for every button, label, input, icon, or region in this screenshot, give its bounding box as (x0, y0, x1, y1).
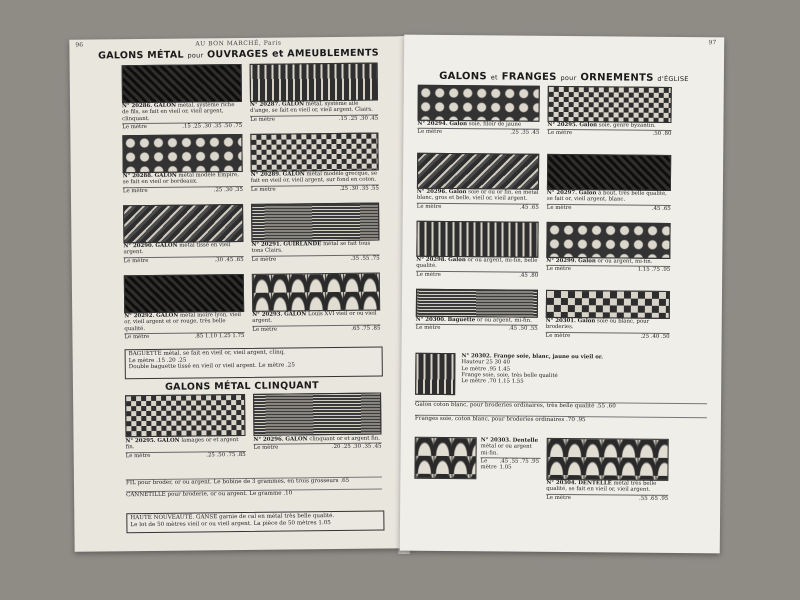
greek-key-swatch (250, 133, 378, 172)
item-caption: N° 20303. Dentelle métal or ou argent mi-fin. Le mètre .45 .55 .75 .95 1.05 (480, 437, 540, 471)
right-running-head (404, 37, 724, 47)
galon-swatch (122, 134, 242, 173)
galon-swatch (417, 153, 539, 190)
guirlande-swatch (251, 203, 379, 242)
catalog-item (417, 85, 540, 150)
dentelle-shell-swatch (546, 438, 668, 481)
galon-swatch (124, 274, 244, 313)
woven-clinquant-swatch (125, 394, 245, 437)
item-caption: N° 20299. Galon or ou argent, mi-fin. Le mètre 1.15 .75 .95 (546, 257, 671, 274)
right-title-pour: pour (560, 73, 577, 83)
item-caption: N° 20288. GALON métal modèle Empire, se fait en vieil or bordeaux. Le mètre .25 .30 .35 (122, 172, 243, 194)
left-running-title: AU BON MARCHÉ, Paris (195, 39, 282, 48)
catalog-item (124, 274, 245, 345)
catalog-item (546, 222, 671, 287)
nouveaute-title: HAUTE NOUVEAUTÉ. GANSE garnie de cal en métal très belle qualité. (130, 513, 335, 522)
galon-swatch (546, 222, 670, 259)
left-items-grid (122, 63, 383, 366)
catalog-item (125, 394, 246, 475)
baguette-swatch (416, 289, 538, 318)
left-title-connector: pour (187, 51, 204, 60)
fil-line: FIL pour broder, or ou argent. Le bobine de 3 grammes, en trois grosseurs .65 (126, 477, 382, 487)
catalog-item (547, 154, 672, 219)
right-title-a: GALONS (439, 70, 487, 83)
right-items-grid (415, 85, 672, 387)
galon-swatch (123, 204, 243, 243)
left-page-title (69, 47, 407, 62)
dentelle-swatch-block (414, 437, 477, 522)
catalog-item (122, 64, 243, 131)
franges-line: Franges soie, coton blanc, pour broderies ordinaires .70 .95 (415, 415, 707, 425)
item-caption: N° 20290. GALON métal tissé en vieil argent. Le mètre .30 .45 .65 (123, 242, 244, 264)
item-caption: N° 20286. GALON métal, système riche de fils, se fait en vieil or, vieil argent, clinquant. Le mètre .15 .25 .30 .35 .50 .75 (121, 102, 243, 131)
item-caption: N° 20291. GUIRLANDE métal se fait tous tons Clairs. Le mètre .35 .55 .75 (251, 240, 380, 263)
galon-swatch (547, 154, 671, 191)
item-caption: N° 20292. GALON métal moire lyon, vieil or, vieil argent et or rouge, très belle qualité. Le mètre .85 1.10 1.25 1.75 (124, 312, 245, 341)
galon-coton-line: Galon coton blanc, pour broderies ordinaires, très belle qualité .55 .60 (415, 401, 707, 411)
right-title-et: et (490, 73, 498, 82)
clinquant-title: GALONS MÉTAL CLINQUANT (164, 380, 319, 393)
baguette-box (125, 347, 383, 380)
left-page-number: 96 (75, 41, 84, 49)
frange-swatch (415, 353, 455, 395)
left-title-rest: OUVRAGES et AMEUBLEMENTS (207, 47, 379, 61)
frange-swatch-block (415, 353, 455, 397)
byzantine-swatch (548, 86, 672, 123)
right-title-c: ORNEMENTS (580, 72, 654, 84)
catalog-item (417, 153, 540, 218)
clinquant-swatch (253, 393, 381, 436)
catalog-item (416, 289, 538, 346)
louis-xvi-swatch (252, 273, 380, 312)
catalog-item (546, 438, 669, 523)
catalog-item (546, 290, 670, 347)
right-page (400, 35, 724, 554)
item-caption: N° 20295. Galon soie, genre byzantin. Le mètre .50 .80 (547, 121, 672, 138)
nouveaute-box (126, 511, 384, 534)
item-caption: N° 20287. GALON métal, système aile d'ange, se fait en vieil or, vieil argent. Clairs. Le mètre .15 .25 .30 .45 (249, 100, 379, 123)
catalog-item (250, 63, 379, 130)
catalog-item (250, 133, 379, 200)
cannetille-line: CANNETILLE pour broderie, or ou argent. Le gramme .10 (126, 489, 382, 499)
item-caption: N° 20289. GALON métal modèle grecque, se fait en vieil or, vieil argent, sur fond en coton. Le mètre .25 .30 .35 .55 (250, 170, 379, 193)
dentelle-swatch (414, 437, 476, 480)
catalog-item (252, 273, 381, 344)
left-title-main: GALONS MÉTAL (98, 49, 184, 62)
catalog-item (416, 221, 539, 286)
item-caption: N° 20298. Galon or ou argent, mi-fin, belle qualité. Le mètre .45 .80 (416, 256, 539, 279)
item-caption: N° 20294. Galon soie, filoir de jaune Le mètre .25 .35 .45 (417, 120, 540, 137)
catalog-item (122, 134, 243, 201)
right-page-title (404, 71, 724, 85)
catalog-item (253, 393, 382, 474)
baguette-row: Double baguette tissé en vieil or vieil argent. Le mètre .25 (128, 362, 295, 371)
galon-swatch (122, 64, 242, 103)
item-caption: N° 20296. GALON clinquant or et argent fin. Le mètre .20 .25 .30 .35 .45 (253, 435, 382, 452)
nouveaute-price: Le lot de 50 mètres vieil or ou vieil argent. La pièce de 50 mètres 1.05 (130, 519, 331, 528)
item-caption: N° 20304. DENTELLE métal très belle qualité, se fait en vieil or, vieil argent. Le mètre .55 .65 .95 (546, 479, 669, 502)
frange-caption: N° 20302. Frange soie, blanc, jaune ou vieil or. Hauteur 25 30 40 Le mètre .95 1.45 Frange soie, soie, très belle qualité Le mètre .70 1.15 1.55 (461, 353, 604, 385)
right-title-b: FRANGES (501, 71, 557, 83)
baguette-row: Le mètre .15 .20 .25 (128, 357, 187, 364)
item-caption: N° 20297. Galon à bout, très belle qualité, se fait or, vieil argent, blanc. Le mètre .45 .65 (546, 189, 671, 212)
item-caption: N° 20301. Galon soie ou blanc, pour broderies. Le mètre .25 .40 .50 (545, 317, 670, 340)
left-page (69, 36, 412, 552)
catalog-item (251, 203, 380, 270)
galon-swatch (418, 85, 540, 122)
item-caption: N° 20293. GALON Louis XVI vieil or ou vieil argent. Le mètre .65 .75 .85 (252, 310, 381, 333)
baguette-title: BAGUETTE métal, se fait en vieil or, vieil argent, clinq. (128, 349, 286, 358)
right-page-number: 97 (708, 39, 717, 47)
galon-swatch (250, 63, 378, 102)
item-caption: N° 20296. Galon soie or ou or fin, en métal blanc, gros et belle, vieil or, vieil argent. Le mètre .45 .65 (416, 188, 539, 211)
galon-swatch (416, 221, 538, 258)
item-caption: N° 20300. Baguette or ou argent, mi-fin. Le mètre .45 .50 .55 (415, 316, 538, 333)
catalog-item (547, 86, 672, 151)
right-title-d: d'ÉGLISE (657, 74, 689, 84)
cross-pattern-swatch (546, 290, 670, 319)
catalog-item (123, 204, 244, 271)
item-caption: N° 20295. GALON lamages or et argent fin. Le mètre .25 .50 .75 .85 (125, 437, 246, 459)
left-running-head (69, 38, 407, 49)
